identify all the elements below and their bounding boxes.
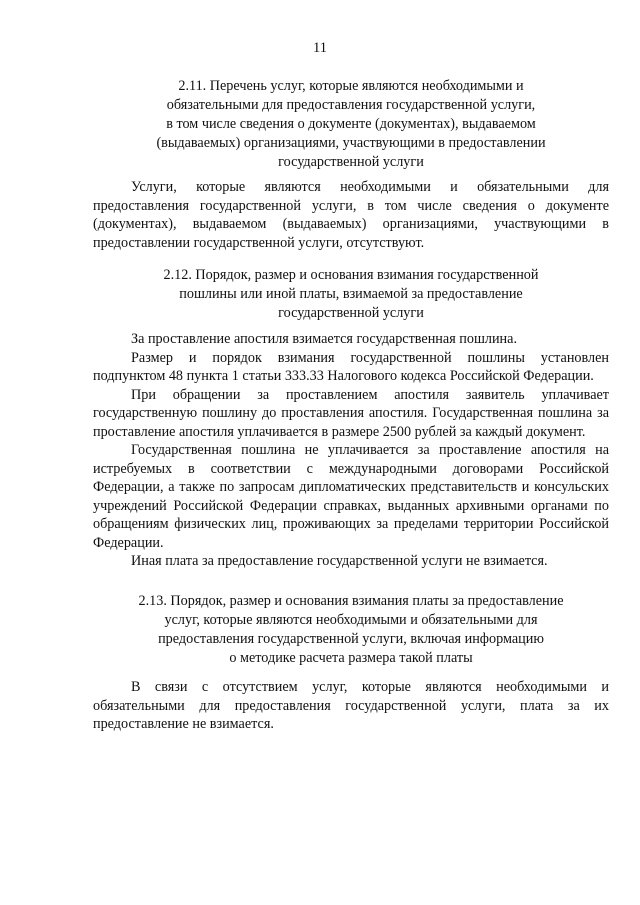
section-2-13-heading: [93, 592, 609, 668]
section-2-13-body: [93, 678, 609, 734]
paragraph: При обращении за проставлением апостиля заявитель уплачивает государственную пошлину до проставления апостиля. Государственная пошлина за проставление апостиля уплачивается в размере 2500 рублей за каждый документ.: [93, 386, 609, 440]
heading-line: 2.11. Перечень услуг, которые являются необходимыми и: [178, 78, 524, 94]
paragraph: Государственная пошлина не уплачивается за проставление апостиля на истребуемых в соответствии с международными договорами Российской Федерации, а также по запросам дипломатических представительств и консульских учреждений Российской Федерации справках, выданных архивными органами по обращениям физических лиц, проживающих за пределами территории Российской Федерации.: [93, 442, 609, 551]
heading-line: услуг, которые являются необходимыми и обязательными для: [164, 612, 538, 628]
heading-line: государственной услуги: [278, 154, 424, 170]
heading-line: о методике расчета размера такой платы: [229, 650, 473, 666]
section-2-12-body: [93, 330, 609, 571]
paragraph: Иная плата за предоставление государственной услуги не взимается.: [131, 553, 548, 569]
paragraph: За проставление апостиля взимается государственная пошлина.: [131, 331, 517, 347]
paragraph: В связи с отсутствием услуг, которые являются необходимыми и обязательными для предоставления государственной услуги, плата за их предоставление не взимается.: [93, 679, 609, 732]
heading-line: предоставления государственной услуги, включая информацию: [158, 631, 544, 647]
heading-line: государственной услуги: [278, 305, 424, 321]
section-2-11-body: [93, 178, 609, 252]
paragraph: Услуги, которые являются необходимыми и обязательными для предоставления государственной услуги, в том числе сведения о документе (документах), выдаваемом (выдаваемых) организациями, участвующими в предоставлении государственной услуги, отсутствуют.: [93, 179, 609, 251]
paragraph: Размер и порядок взимания государственной пошлины установлен подпунктом 48 пункта 1 статьи 333.33 Налогового кодекса Российской Федерации.: [93, 349, 609, 384]
heading-line: 2.12. Порядок, размер и основания взимания государственной: [163, 267, 539, 283]
heading-line: (выдаваемых) организациями, участвующими в предоставлении: [156, 135, 546, 151]
heading-line: пошлины или иной платы, взимаемой за предоставление: [179, 286, 523, 302]
heading-line: обязательными для предоставления государственной услуги,: [166, 97, 536, 113]
section-2-11-heading: [93, 77, 609, 172]
heading-line: 2.13. Порядок, размер и основания взимания платы за предоставление: [138, 593, 564, 609]
page-number: 11: [313, 40, 327, 56]
section-2-12-heading: [93, 266, 609, 323]
heading-line: в том числе сведения о документе (документах), выдаваемом: [166, 116, 536, 132]
